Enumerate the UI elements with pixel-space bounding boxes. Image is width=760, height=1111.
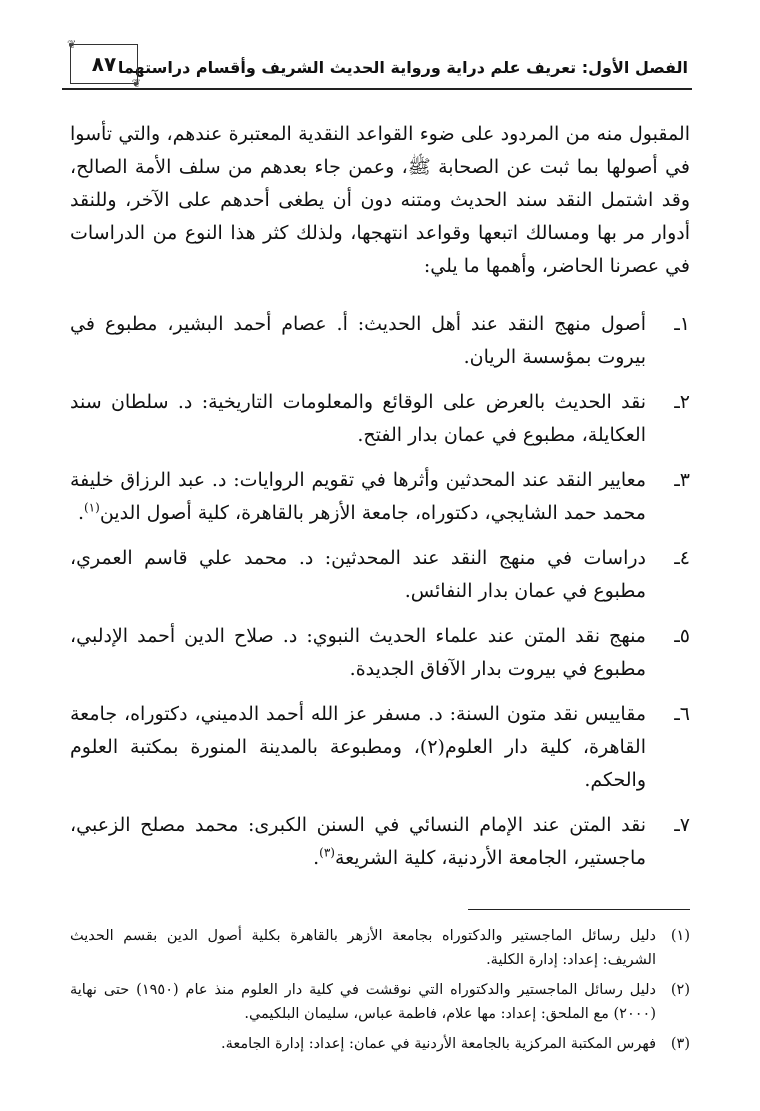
list-item-number: ٣ـ [674,469,690,491]
footnote-number: (١) [670,928,690,944]
list-item [70,386,690,452]
list-item-number: ١ـ [674,313,690,335]
footnote-number: (٣) [670,1036,690,1052]
footnote-number: (٢) [670,982,690,998]
footnote-text: دليل رسائل الماجستير والدكتوراه بجامعة الأزهر بالقاهرة بكلية أصول الدين بقسم الحديث الشريف: إعداد: إدارة الكلية. [70,928,656,968]
ornament-icon: ❦ [131,77,141,90]
list-item-number: ٤ـ [674,547,690,569]
page-number-box [67,38,141,90]
list-item [70,308,690,374]
footnote-text: دليل رسائل الماجستير والدكتوراه التي نوقشت في كلية دار العلوم منذ عام (١٩٥٠) حتى نهاية (٢٠٠٠) مع الملحق: إعداد: مها علام، فاطمة عباس، سليمان البلكيمي. [70,982,656,1022]
footnote-text: فهرس المكتبة المركزية بالجامعة الأردنية في عمان: إعداد: إدارة الجامعة. [221,1036,656,1052]
list-item-text: دراسات في منهج النقد عند المحدثين: د. محمد علي قاسم العمري، مطبوع في عمان بدار النفائس. [70,547,646,602]
list-item-text: نقد المتن عند الإمام النسائي في السنن الكبرى: محمد مصلح الزعبي، ماجستير، الجامعة الأردنية، كلية الشريعة [70,814,646,869]
list-item-text: منهج نقد المتن عند علماء الحديث النبوي: د. صلاح الدين أحمد الإدلبي، مطبوع في بيروت بدار الآفاق الجديدة. [70,625,646,680]
list-item: ٣ـ معايير النقد عند المحدثين وأثرها في تقويم الروايات: د. عبد الرزاق خليفة محمد حمد الشايجي، دكتوراه، جامعة الأزهر بالقاهرة، كلية أصول الدين$^{(١)}$. [70,464,690,530]
footnote [70,1032,690,1056]
footnotes [70,924,690,1062]
studies-list [70,308,690,887]
header-rule [62,88,692,90]
list-item [70,698,690,797]
intro-paragraph: المقبول منه من المردود على ضوء القواعد النقدية المعتبرة عندهم، والتي تأسوا في أصولها بما ثبت عن الصحابة ﷺ، وعمن جاء بعدهم من سلف الأمة الصالح، وقد اشتمل النقد سند الحديث ومتنه دون أن يطغى أحدهم على الآخر، وللنقد أدوار مر بها ومسالك اتبعها وقواعد انتهجها، ولذلك كثر هذا النوع من الدراسات في عصرنا الحاضر، وأهمها ما يلي: [70,123,690,277]
list-item-number: ٢ـ [674,391,690,413]
list-item-text: مقاييس نقد متون السنة: د. مسفر عز الله أحمد الدميني، دكتوراه، جامعة القاهرة، كلية دار العلوم(٢)، ومطبوعة بالمدينة المنورة بمكتبة العلوم والحكم. [70,703,646,791]
list-item: ٧ـ نقد المتن عند الإمام النسائي في السنن الكبرى: محمد مصلح الزعبي، ماجستير، الجامعة الأردنية، كلية الشريعة$^{(٣)}$. [70,809,690,875]
list-item-number: ٦ـ [674,703,690,725]
list-item-text: معايير النقد عند المحدثين وأثرها في تقويم الروايات: د. عبد الرزاق خليفة محمد حمد الشايجي، دكتوراه، جامعة الأزهر بالقاهرة، كلية أصول الدين [70,469,646,524]
chapter-title: الفصل الأول: تعريف علم دراية ورواية الحديث الشريف وأقسام دراستهما [117,58,688,77]
footnote [70,978,690,1026]
ornament-icon: ❦ [67,38,77,51]
list-item [70,542,690,608]
list-item-number: ٥ـ [674,625,690,647]
footnote [70,924,690,972]
page-header [62,40,692,92]
list-item-text: نقد الحديث بالعرض على الوقائع والمعلومات التاريخية: د. سلطان سند العكايلة، مطبوع في عمان بدار الفتح. [70,391,646,446]
list-item-text: أصول منهج النقد عند أهل الحديث: أ. عصام أحمد البشير، مطبوع في بيروت بمؤسسة الريان. [70,313,646,368]
list-item-number: ٧ـ [674,814,690,836]
footnote-reference[interactable]: (٣) [319,845,335,860]
footnote-reference[interactable]: (١) [83,500,100,515]
footnote-separator [468,909,690,910]
list-item [70,620,690,686]
page-number: ٨٧ [91,52,117,76]
